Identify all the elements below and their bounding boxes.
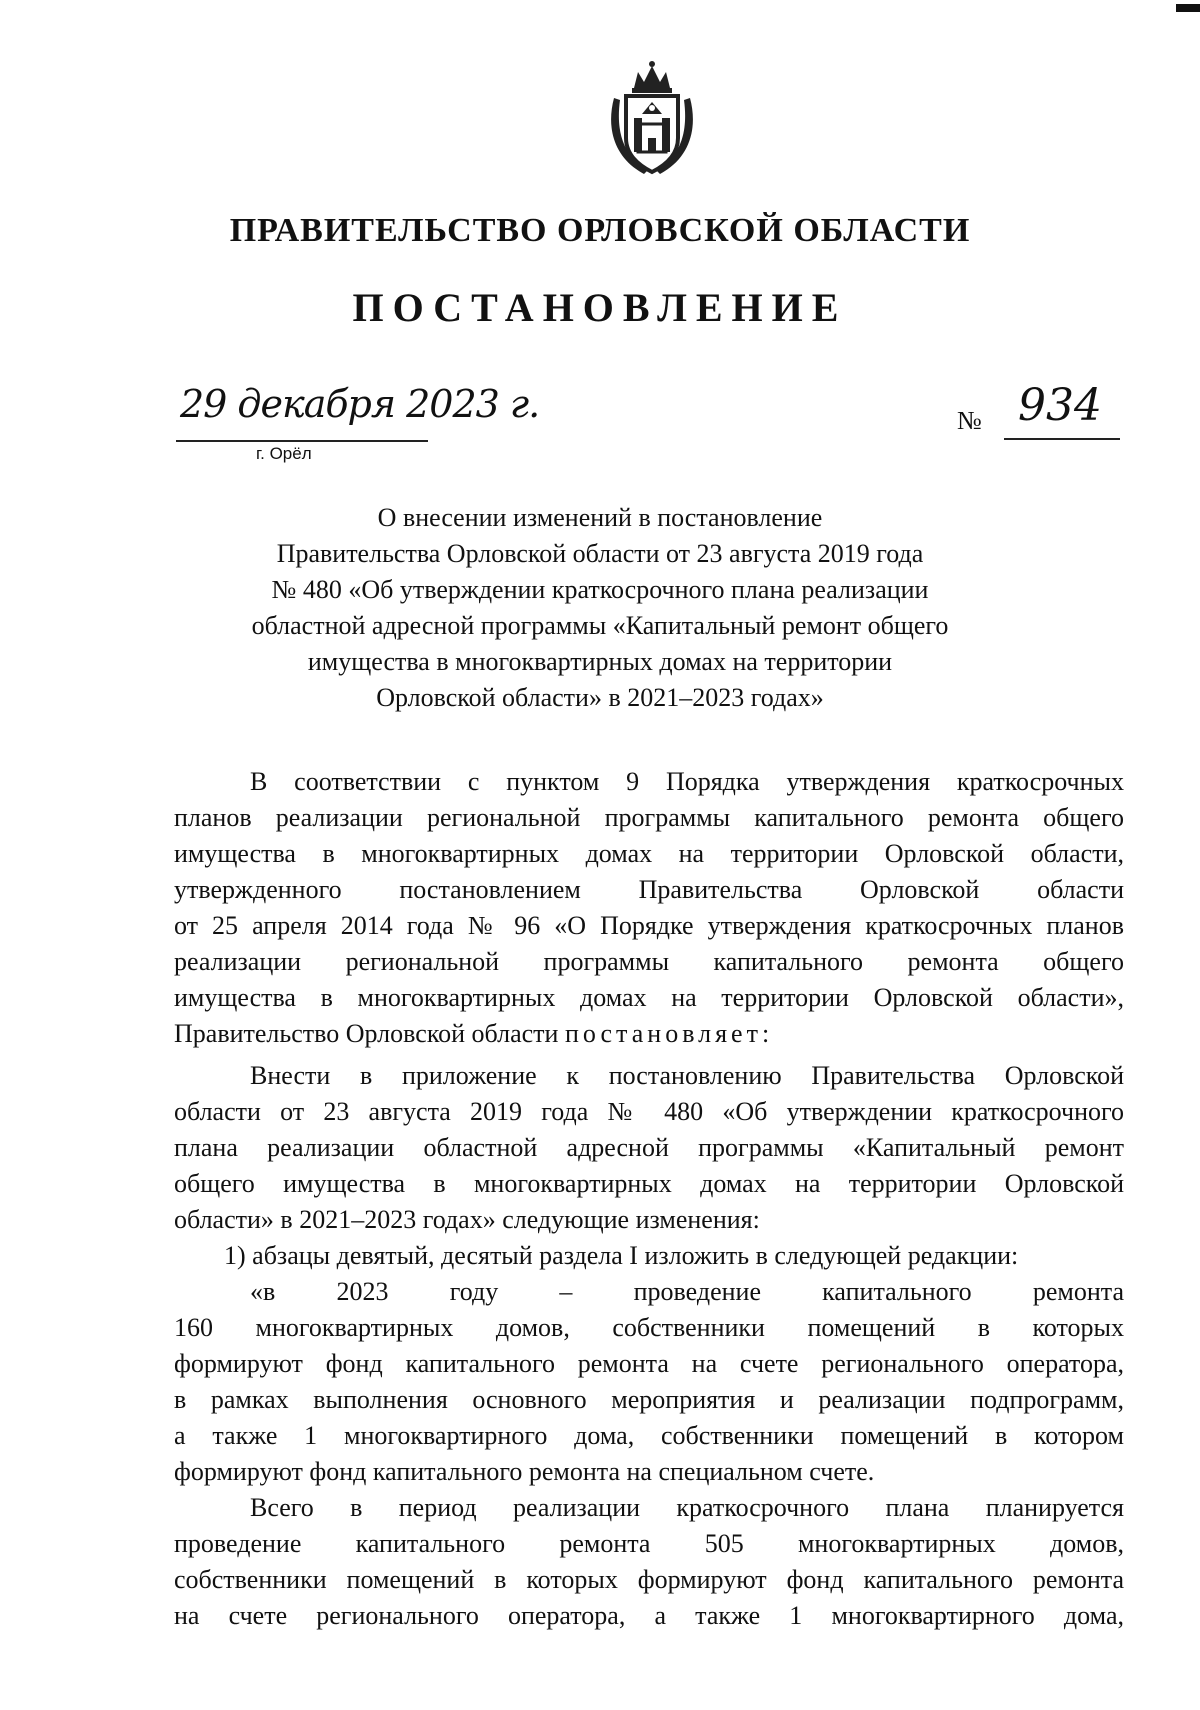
handwritten-date: 29 декабря 2023 г. [180,382,540,426]
subject-line: имущества в многоквартирных домах на территории [307,647,893,676]
paragraph-line: имущества в многоквартирных домах на территории Орловской области», [174,983,1124,1012]
coat-of-arms-icon [604,58,700,180]
paragraph-line: а также 1 многоквартирного дома, собственники помещений в котором [174,1421,1124,1450]
paragraph-line: Внести в приложение к постановлению Правительства Орловской [250,1061,1124,1090]
preamble-paragraph [174,764,1124,1052]
paragraph-line: «в 2023 году – проведение капитального ремонта [250,1277,1124,1306]
corner-mark [1176,4,1200,12]
paragraph-line: собственники помещений в которых формируют фонд капитального ремонта [174,1565,1124,1594]
paragraph-line: В соответствии с пунктом 9 Порядка утверждения краткосрочных [250,767,1124,796]
preamble-colon: : [761,1019,770,1048]
preamble-subject: Правительство Орловской области [174,1019,565,1048]
paragraph-line: Всего в период реализации краткосрочного плана планируется [250,1493,1124,1522]
paragraph-line: плана реализации областной адресной программы «Капитальный ремонт [174,1133,1124,1162]
paragraph-line: области» в 2021–2023 годах» следующие изменения: [174,1205,760,1234]
city-label: г. Орёл [256,444,312,463]
handwritten-number: 934 [1018,380,1102,431]
paragraph-line: реализации региональной программы капитального ремонта общего [174,947,1124,976]
paragraph-line [174,1016,1124,1052]
paragraph-line: формируют фонд капитального ремонта на счете регионального оператора, [174,1349,1124,1378]
paragraph-line: утвержденного постановлением Правительства Орловской области [174,875,1124,904]
subject-line: Правительства Орловской области от 23 августа 2019 года [276,539,924,568]
paragraph-line: имущества в многоквартирных домах на территории Орловской области, [174,839,1124,868]
paragraph-line: 160 многоквартирных домов, собственники помещений в которых [174,1313,1124,1342]
paragraph-line: проведение капитального ремонта 505 многоквартирных домов, [174,1529,1124,1558]
paragraph-line: на счете регионального оператора, а также 1 многоквартирного дома, [174,1601,1124,1630]
paragraph-line: планов реализации региональной программы капитального ремонта общего [174,803,1124,832]
paragraph-line: 1) абзацы девятый, десятый раздела I изложить в следующей редакции: [224,1241,1019,1270]
paragraph-line: области от 23 августа 2019 года № 480 «Об утверждении краткосрочного [174,1097,1124,1126]
subject-line: Орловской области» в 2021–2023 годах» [376,683,824,712]
paragraph-line: формируют фонд капитального ремонта на специальном счете. [174,1457,875,1486]
subject-line: О внесении изменений в постановление [377,503,823,532]
subject-line: областной адресной программы «Капитальный ремонт общего [251,611,949,640]
number-label: № [957,406,982,435]
paragraph-line: от 25 апреля 2014 года № 96 «О Порядке утверждения краткосрочных планов [174,911,1124,940]
paragraph-line: в рамках выполнения основного мероприятия и реализации подпрограмм, [174,1385,1124,1414]
preamble-verb: постановляет [564,1019,762,1048]
subject-line: № 480 «Об утверждении краткосрочного плана реализации [271,575,929,604]
government-title: ПРАВИТЕЛЬСТВО ОРЛОВСКОЙ ОБЛАСТИ [229,212,971,249]
document-type: ПОСТАНОВЛЕНИЕ [352,285,848,330]
paragraph-line: общего имущества в многоквартирных домах на территории Орловской [174,1169,1124,1198]
main-paragraph [174,1058,1124,1634]
document-subject [190,500,1010,716]
